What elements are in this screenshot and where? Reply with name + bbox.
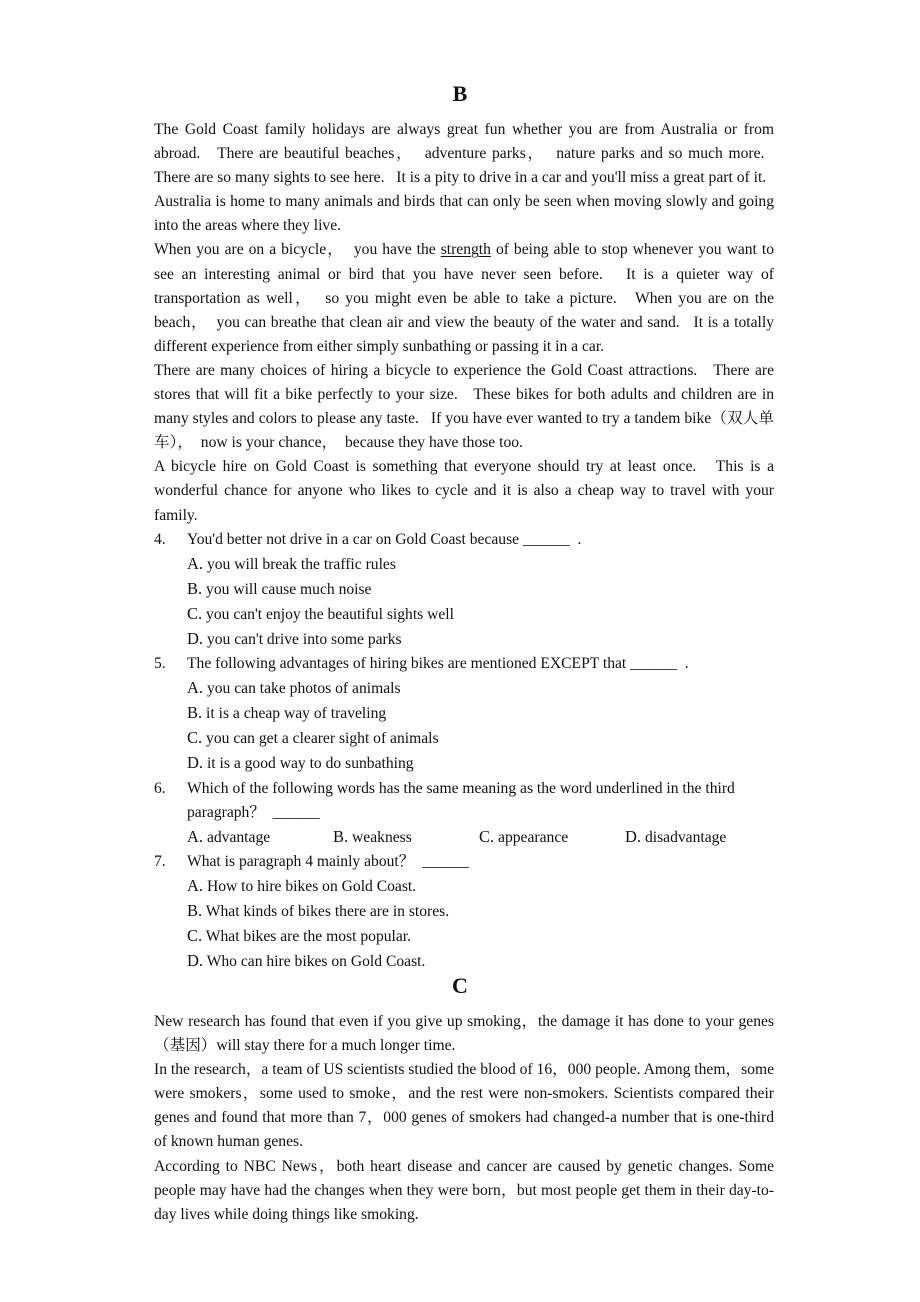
option-b	[187, 899, 774, 924]
option-letter: B.	[187, 578, 203, 598]
option-b	[333, 825, 479, 850]
option-text: you will break the traffic rules	[206, 555, 396, 573]
question-4	[154, 528, 774, 652]
option-letter: C.	[187, 603, 203, 623]
option-letter: C.	[187, 926, 203, 946]
option-text: disadvantage	[644, 828, 727, 846]
option-text: Who can hire bikes on Gold Coast.	[206, 953, 426, 971]
option-a	[187, 874, 774, 899]
option-d	[187, 627, 774, 652]
question-stem: Which of the following words has the same meaning as the word underlined in the third paragraph？ ______	[187, 779, 735, 821]
option-text: What bikes are the most popular.	[205, 928, 412, 946]
option-text: How to hire bikes on Gold Coast.	[206, 877, 417, 895]
option-text: advantage	[206, 828, 271, 846]
options-row	[187, 825, 774, 850]
option-c	[187, 924, 774, 949]
option-d	[625, 825, 765, 850]
option-text: it is a cheap way of traveling	[206, 705, 387, 723]
option-letter: D.	[187, 628, 204, 648]
question-number: 4.	[154, 530, 166, 548]
question-stem: What is paragraph 4 mainly about？ ______	[187, 852, 469, 870]
option-c	[187, 602, 774, 627]
option-text: weakness	[352, 828, 412, 846]
option-d	[187, 751, 774, 776]
option-text: you can't drive into some parks	[206, 630, 402, 648]
passage-c-paragraph-2: In the research，a team of US scientists studied the blood of 16，000 people. Among them，some were smokers，some used to smoke，and the rest were non-smokers. Scientists compared their genes and found that more than 7，000 genes of smokers had changed-a number that is one-third of known human genes.	[154, 1061, 774, 1151]
option-letter: A.	[187, 826, 204, 846]
question-5	[154, 652, 774, 776]
passage-c-paragraph-3: According to NBC News，both heart disease and cancer are caused by genetic changes. Some people may have had the changes when they were born，but most people get them in their day-to-day lives while doing things like smoking.	[154, 1157, 774, 1223]
option-c	[187, 726, 774, 751]
question-stem: The following advantages of hiring bikes are mentioned EXCEPT that ______ .	[187, 655, 689, 673]
section-b-passage	[154, 118, 774, 974]
option-letter: B.	[333, 826, 349, 846]
option-letter: A.	[187, 553, 204, 573]
section-c-heading: C	[452, 973, 468, 998]
option-letter: B.	[187, 901, 203, 920]
option-letter: A.	[187, 678, 204, 698]
section-b-heading: B	[452, 81, 468, 106]
underlined-word: strength	[440, 241, 491, 259]
option-text: you can get a clearer sight of animals	[206, 730, 439, 748]
question-number: 6.	[154, 779, 166, 797]
passage-b-paragraph-4: A bicycle hire on Gold Coast is something that everyone should try at least once. This is a wonderful chance for anyone who likes to cycle and it is also a cheap way to travel with your family.	[154, 458, 774, 524]
option-text: you can't enjoy the beautiful sights well	[206, 605, 454, 623]
passage-b-paragraph-2	[154, 238, 774, 358]
option-text: you can take photos of animals	[206, 680, 401, 698]
section-c-passage	[154, 1010, 774, 1227]
question-number: 5.	[154, 655, 166, 673]
option-text: What kinds of bikes there are in stores.	[205, 903, 450, 920]
question-stem: You'd better not drive in a car on Gold Coast because ______ .	[187, 530, 582, 548]
option-c	[479, 825, 625, 850]
passage-c-paragraph-1: New research has found that even if you give up smoking，the damage it has done to your genes（基因）will stay there for a much longer time.	[154, 1013, 774, 1055]
passage-b-paragraph-3: There are many choices of hiring a bicycle to experience the Gold Coast attractions. There are stores that will fit a bike perfectly to your size. These bikes for both adults and children are in many styles and colors to please any taste. If you have ever wanted to try a tandem bike（双人单车）， now is your chance， because they have those too.	[154, 361, 774, 452]
option-letter: C.	[187, 728, 203, 748]
option-letter: D.	[625, 826, 642, 846]
question-6	[154, 777, 774, 850]
option-a	[187, 552, 774, 577]
option-letter: D.	[187, 753, 204, 773]
paragraph-2-text-end: of being able to stop whenever you want to see an interesting animal or bird that you have never seen before. It is a quieter way of transportation as well， so you might even be able to take a picture. When you are on the beach， you can breathe that clean air and view the beauty of the water and sand. It is a totally different experience from either simply sunbathing or passing it in a car.	[154, 241, 774, 355]
option-a	[187, 825, 333, 850]
option-d	[187, 949, 774, 974]
option-letter: B.	[187, 703, 203, 723]
option-a	[187, 676, 774, 701]
paragraph-2-text-start: When you are on a bicycle， you have the	[154, 241, 441, 259]
option-text: you will cause much noise	[206, 580, 372, 598]
option-b	[187, 701, 774, 726]
option-b	[187, 577, 774, 602]
passage-b-paragraph-1: The Gold Coast family holidays are always great fun whether you are from Australia or from abroad. There are beautiful beaches， adventure parks， nature parks and so much more. There are so many sights to see here. It is a pity to drive in a car and you'll miss a great part of it. Australia is home to many animals and birds that can only be seen when moving slowly and going into the areas where they live.	[154, 121, 774, 235]
option-letter: C.	[479, 826, 495, 846]
option-text: appearance	[498, 828, 569, 846]
question-number: 7.	[154, 852, 166, 870]
question-7	[154, 850, 774, 974]
option-letter: A.	[187, 875, 204, 895]
option-letter: D.	[187, 951, 204, 971]
option-text: it is a good way to do sunbathing	[206, 755, 414, 773]
